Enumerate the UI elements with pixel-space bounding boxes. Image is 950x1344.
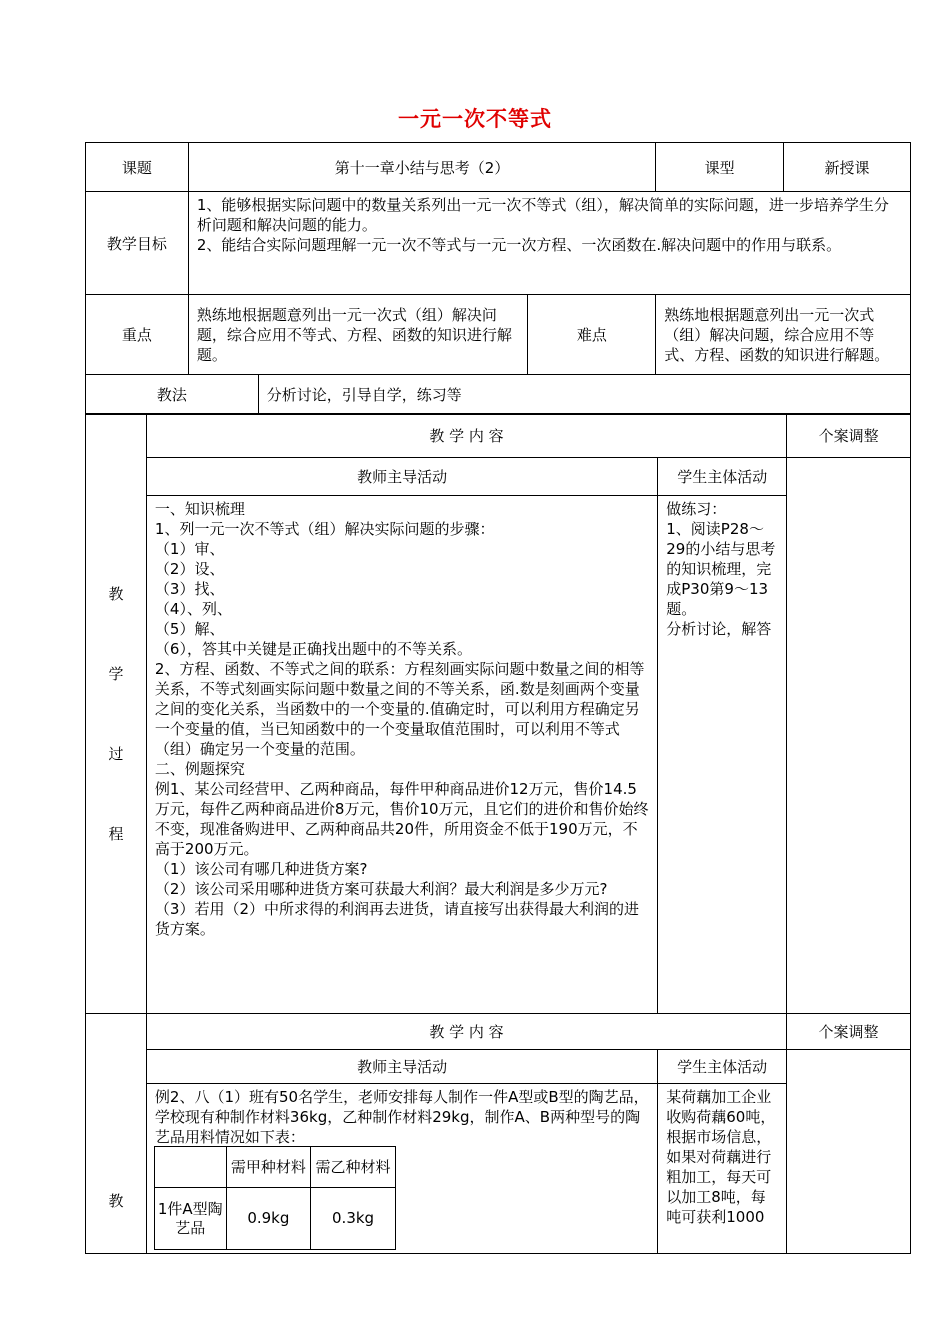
teacher-activity-content: [146, 496, 657, 1014]
method-value: 分析讨论，引导自学，练习等: [258, 375, 910, 415]
text-line: （2）设、: [154, 560, 225, 578]
material-cell: 0.9kg: [226, 1188, 311, 1250]
teaching-process-table: [85, 413, 911, 1014]
difficulty-value: 熟练地根据题意列出一元一次式（组）解决问题，综合应用不等式、方程、函数的知识进行解题。: [656, 295, 911, 375]
student-activity-content-2: [658, 1084, 787, 1254]
text-line: （6），答其中关键是正确找出题中的不等关系。: [154, 640, 472, 658]
method-label: 教法: [86, 375, 259, 415]
objectives-content: [188, 192, 910, 295]
student-activity-header: 学生主体活动: [658, 458, 787, 496]
document-title: 一元一次不等式: [398, 107, 552, 131]
side-char: 程: [108, 824, 124, 843]
material-table-corner: [154, 1147, 226, 1188]
text-line: （1）审、: [154, 540, 225, 558]
adjust-column-2: [787, 1050, 911, 1254]
text-line: 二、例题探究: [154, 760, 245, 778]
objective-line: 1、能够根据实际问题中的数量关系列出一元一次不等式（组），解决简单的实际问题，进一步培养学生分析问题和解决问题的能力。: [196, 196, 889, 234]
text-line: （2）该公司采用哪种进货方案可获最大利润？最大利润是多少万元?: [154, 880, 608, 898]
lesson-header-table: [85, 142, 911, 415]
content-header-2: 教 学 内 容: [146, 1014, 786, 1050]
student-activity-content: [658, 496, 787, 1014]
side-char: 教: [108, 584, 124, 603]
process-side-label: [86, 414, 147, 1014]
type-label: 课型: [656, 143, 784, 192]
text-line: 做练习：: [666, 500, 727, 518]
text-line: （4）、列、: [154, 600, 232, 618]
type-value: 新授课: [784, 143, 911, 192]
text-line: 1、列一元一次不等式（组）解决实际问题的步骤：: [154, 520, 495, 538]
text-paragraph: 1、阅读P28～29的小结与思考的知识梳理，完成P30第9～13题。: [666, 520, 776, 618]
adjust-header-2: 个案调整: [787, 1014, 911, 1050]
student-activity-header-2: 学生主体活动: [658, 1050, 787, 1084]
text-line: （1）该公司有哪几种进货方案?: [154, 860, 368, 878]
objective-line: 2、能结合实际问题理解一元一次不等式与一元一次方程、一次函数在.解决问题中的作用与联系。: [196, 236, 842, 254]
adjust-header: 个案调整: [787, 414, 911, 458]
teacher-activity-header-2: 教师主导活动: [146, 1050, 657, 1084]
material-col-header: 需甲种材料: [226, 1147, 311, 1188]
text-line: 分析讨论，解答: [666, 620, 772, 638]
text-line: （3）若用（2）中所求得的利润再去进货，请直接写出获得最大利润的进货方案。: [154, 900, 640, 938]
side-char: 学: [108, 664, 124, 683]
text-paragraph: 例1、某公司经营甲、乙两种商品，每件甲种商品进价12万元，售价14.5万元，每件乙两种商品进价8万元，售价10万元，且它们的进价和售价始终不变，现准备购进甲、乙两种商品共20件，所用资金不低于190万元，不高于200万元。: [154, 780, 649, 858]
teacher-activity-header: 教师主导活动: [146, 458, 657, 496]
topic-label: 课题: [86, 143, 189, 192]
content-header: 教 学 内 容: [146, 414, 786, 458]
teaching-process-table-2: [85, 1013, 911, 1254]
material-table: [154, 1146, 396, 1250]
side-char: 过: [108, 744, 124, 763]
material-cell: 0.3kg: [311, 1188, 396, 1250]
topic-value: 第十一章小结与思考（2）: [188, 143, 655, 192]
teacher-activity-content-2: [146, 1084, 657, 1254]
adjust-column: [787, 458, 911, 1014]
process-side-label-2: 教: [86, 1014, 147, 1254]
text-line: （5）解、: [154, 620, 225, 638]
text-paragraph: 2、方程、函数、不等式之间的联系：方程刻画实际问题中数量之间的相等关系，不等式刻画实际问题中数量之间的不等关系，函.数是刻画两个变量之间的变化关系，当函数中的一个变量的.值确定时，可以利用方程确定另一个变量的值，当已知函数中的一个变量取值范围时，可以利用不等式（组）确定另一个变量的范围。: [154, 660, 645, 758]
student-text-2: 某荷藕加工企业收购荷藕60吨，根据市场信息，如果对荷藕进行粗加工，每天可以加工8吨，每吨可获利1000: [666, 1088, 776, 1226]
material-row-label: 1件A型陶艺品: [154, 1188, 226, 1250]
example2-text: 例2、八（1）班有50名学生，老师安排每人制作一件A型或B型的陶艺品，学校现有种制作材料36kg，乙种制作材料29kg，制作A、B两种型号的陶艺品用料情况如下表：: [154, 1088, 649, 1146]
text-line: （3）找、: [154, 580, 225, 598]
text-line: 一、知识梳理: [154, 500, 245, 518]
material-col-header: 需乙种材料: [311, 1147, 396, 1188]
objectives-label: 教学目标: [86, 192, 189, 295]
difficulty-label: 难点: [528, 295, 656, 375]
key-point-value: 熟练地根据题意列出一元一次式（组）解决问题，综合应用不等式、方程、函数的知识进行解题。: [188, 295, 528, 375]
key-point-label: 重点: [86, 295, 189, 375]
